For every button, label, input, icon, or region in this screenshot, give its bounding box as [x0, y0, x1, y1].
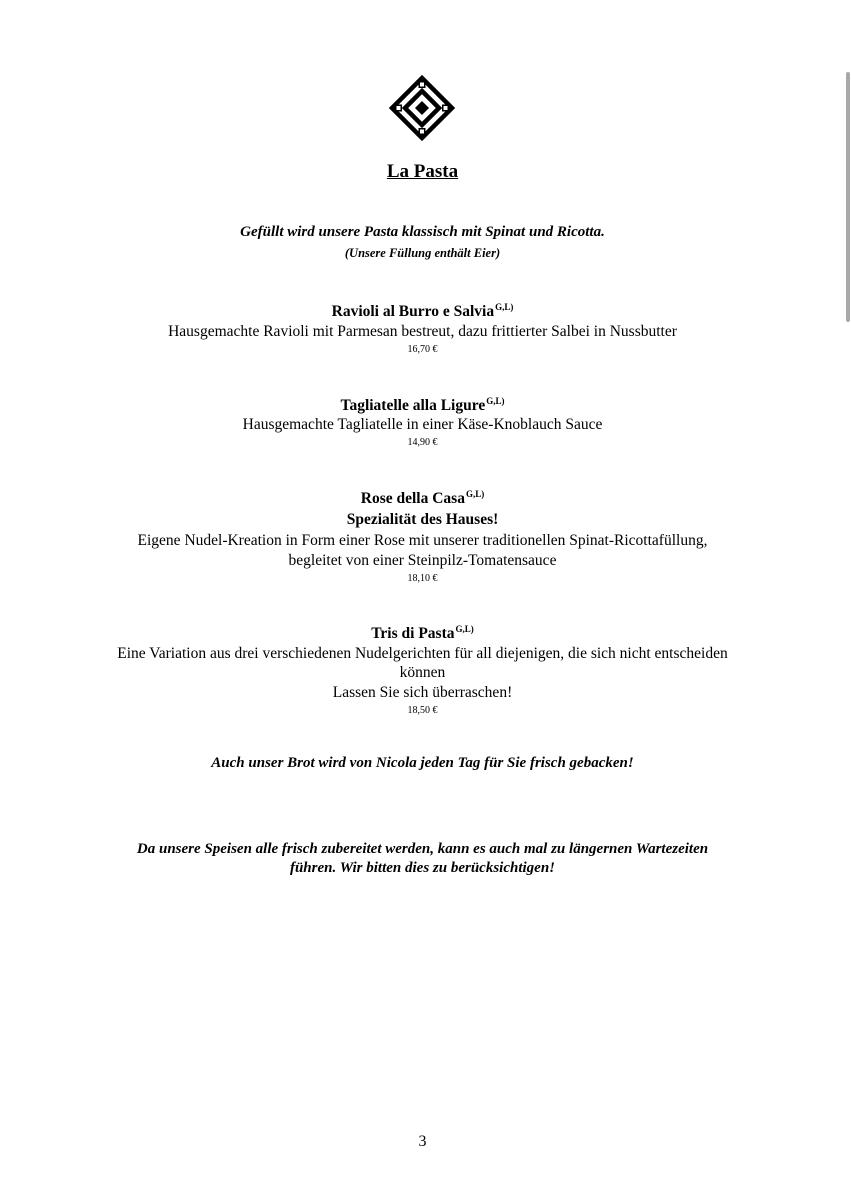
- dish-description: begleitet von einer Steinpilz-Tomatensauce: [288, 552, 557, 569]
- dish-description: Eigene Nudel-Kreation in Form einer Rose mit unserer traditionellen Spinat-Ricottafüllung,: [137, 532, 708, 549]
- intro-allergen-note: (Unsere Füllung enthält Eier): [344, 246, 501, 260]
- dish-price: 14,90 €: [407, 437, 438, 448]
- dish-description: können: [399, 664, 446, 681]
- dish-price: 18,50 €: [407, 705, 438, 716]
- bread-note: Auch unser Brot wird von Nicola jeden Tag für Sie frisch gebacken!: [211, 755, 634, 771]
- intro-text: Gefüllt wird unsere Pasta klassisch mit Spinat und Ricotta.: [240, 224, 605, 240]
- dish-name-text: Rose della Casa: [360, 490, 465, 507]
- dish-name: [0, 396, 845, 415]
- wait-note: führen. Wir bitten dies zu berücksichtigen!: [289, 860, 556, 876]
- page-title: La Pasta: [386, 161, 459, 182]
- allergen-superscript: G,L): [455, 624, 474, 634]
- dish-price: 16,70 €: [407, 344, 438, 355]
- dish-subtitle: Spezialität des Hauses!: [346, 511, 499, 528]
- dish-name-text: Tagliatelle alla Ligure: [340, 397, 486, 414]
- dish-description: Hausgemachte Tagliatelle in einer Käse-Knoblauch Sauce: [242, 416, 603, 433]
- dish-name-text: Tris di Pasta: [371, 625, 455, 642]
- allergen-superscript: G,L): [465, 489, 485, 499]
- scrollbar-thumb[interactable]: [846, 72, 850, 322]
- page-number: 3: [418, 1133, 427, 1150]
- dish-price: 18,10 €: [407, 573, 438, 584]
- dish-name: [0, 624, 845, 643]
- dish-description: Lassen Sie sich überraschen!: [332, 684, 513, 701]
- diamond-knot-logo-icon: [388, 74, 456, 142]
- dish-name-text: Ravioli al Burro e Salvia: [331, 303, 495, 320]
- dish-description: Hausgemachte Ravioli mit Parmesan bestreut, dazu frittierter Salbei in Nussbutter: [168, 323, 677, 340]
- dish-name: [0, 302, 845, 321]
- wait-note: Da unsere Speisen alle frisch zubereitet werden, kann es auch mal zu längernen Wartezeiten: [136, 841, 709, 857]
- allergen-superscript: G,L): [486, 396, 505, 406]
- scrollbar[interactable]: [845, 0, 851, 1200]
- dish-description: Eine Variation aus drei verschiedenen Nudelgerichten für all diejenigen, die sich nicht entscheiden: [117, 645, 728, 662]
- dish-name: [0, 489, 845, 508]
- allergen-superscript: G,L): [495, 302, 514, 312]
